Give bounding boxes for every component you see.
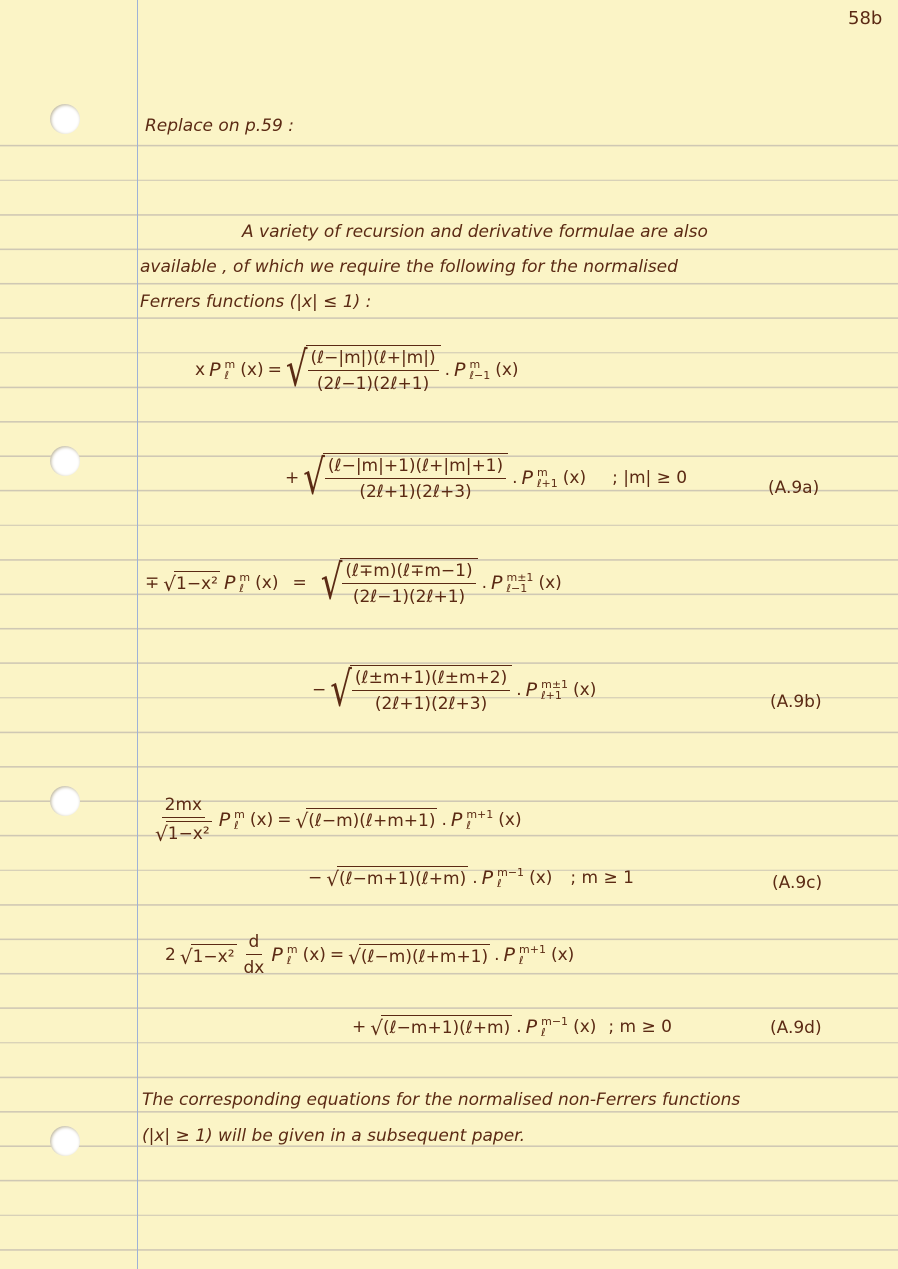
sqrt: [303, 450, 508, 507]
sub: ℓ+1: [541, 688, 562, 702]
sub: ℓ: [234, 818, 239, 832]
sqrt: [326, 866, 468, 889]
sign: −: [308, 867, 323, 888]
margin-line: [137, 0, 138, 1269]
numerator: 2mx: [162, 795, 205, 818]
equals: =: [292, 572, 307, 593]
derivative-operator: [241, 932, 268, 978]
sqrt: [348, 944, 490, 967]
sqrt: [285, 342, 441, 399]
equation-a9c-line1: [152, 795, 522, 844]
arg: (x): [573, 1016, 597, 1037]
equation-label: (A.9d): [770, 1018, 822, 1038]
radical-icon: √: [163, 572, 176, 596]
function-p: P: [454, 358, 466, 381]
sub: ℓ+1: [537, 476, 558, 490]
sub: ℓ: [497, 876, 502, 890]
equation-a9a-line2: [285, 450, 688, 507]
function-p: P: [525, 678, 538, 701]
equation-a9b-line2: [312, 662, 597, 719]
function-p: P: [450, 808, 463, 831]
denominator: (2ℓ+1)(2ℓ+3): [359, 482, 472, 502]
sqrt: [163, 571, 220, 594]
punch-hole: [50, 446, 80, 476]
equation-label: (A.9a): [768, 478, 820, 498]
radicand: 1−x²: [166, 821, 212, 844]
dot: .: [481, 572, 488, 593]
denominator: (2ℓ−1)(2ℓ+1): [352, 587, 466, 607]
sqrt: [180, 944, 237, 967]
arg: (x): [495, 359, 519, 380]
sqrt: [295, 808, 437, 831]
sub: ℓ: [286, 954, 292, 967]
arg: (x): [538, 572, 562, 593]
punch-hole: [50, 1126, 80, 1156]
numerator: (ℓ−|m|+1)(ℓ+|m|+1): [325, 456, 506, 479]
denominator: (2ℓ+1)(2ℓ+3): [374, 694, 488, 714]
lhs-fraction: [152, 795, 215, 844]
intro-line: A variety of recursion and derivative formulae are also: [242, 222, 708, 242]
sqrt: [320, 555, 478, 612]
radicand: (ℓ−m)(ℓ+m+1): [359, 944, 490, 967]
dot: .: [444, 359, 450, 380]
dot: .: [516, 679, 522, 700]
equation-label: (A.9c): [772, 873, 823, 893]
arg: (x): [550, 945, 575, 965]
sup: m−1: [497, 865, 525, 879]
arg: (x): [529, 867, 553, 888]
radical-icon: √: [370, 1016, 383, 1040]
sup: m: [537, 465, 548, 479]
numerator: (ℓ±m+1)(ℓ±m+2): [352, 668, 510, 691]
sub: ℓ−1: [469, 368, 491, 382]
radical-icon: √: [155, 822, 168, 846]
radicand: (ℓ−m+1)(ℓ+m): [381, 1015, 512, 1038]
function-p: P: [525, 1015, 538, 1038]
function-p: P: [481, 866, 494, 889]
equals: =: [277, 809, 292, 830]
heading: Replace on p.59 :: [145, 116, 294, 136]
radical-icon: √: [295, 809, 309, 833]
function-p: P: [223, 571, 236, 594]
condition: ; |m| ≥ 0: [612, 467, 688, 488]
sub: ℓ: [239, 581, 244, 595]
radicand: (ℓ−m+1)(ℓ+m): [337, 866, 468, 889]
denominator: dx: [243, 958, 265, 978]
denominator: (2ℓ−1)(2ℓ+1): [316, 374, 430, 394]
condition: ; m ≥ 0: [608, 1016, 672, 1037]
page-top: [0, 0, 898, 100]
dot: .: [512, 467, 518, 488]
punch-hole: [50, 104, 80, 134]
closing-line: The corresponding equations for the normalised non-Ferrers functions: [142, 1090, 741, 1110]
sign: +: [352, 1016, 367, 1037]
equation-a9b-line1: [145, 555, 562, 612]
arg: (x): [573, 679, 597, 700]
sup: m±1: [541, 677, 569, 691]
numerator: (ℓ−|m|)(ℓ+|m|): [308, 348, 439, 371]
sup: m±1: [506, 570, 534, 584]
sign: ∓: [145, 572, 160, 593]
function-p: P: [209, 358, 221, 381]
sup: m+1: [519, 943, 546, 956]
arg: (x): [302, 945, 326, 965]
sqrt: [330, 662, 512, 719]
sub: ℓ: [541, 1025, 546, 1039]
numerator: d: [246, 932, 263, 955]
condition: ; m ≥ 1: [570, 867, 634, 888]
equals: =: [267, 359, 282, 380]
radical-icon: √: [303, 450, 325, 507]
dot: .: [441, 809, 447, 830]
numerator: (ℓ∓m)(ℓ∓m−1): [342, 561, 475, 584]
equation-a9c-line2: [308, 866, 634, 889]
radicand: (ℓ−m)(ℓ+m+1): [306, 808, 437, 831]
arg: (x): [562, 467, 587, 488]
closing-line: (|x| ≥ 1) will be given in a subsequent paper.: [142, 1126, 526, 1146]
radical-icon: √: [320, 555, 343, 612]
equation-a9a-line1: [195, 342, 519, 399]
equation-label: (A.9b): [770, 692, 822, 712]
sup: m: [234, 807, 245, 821]
sub: ℓ−1: [506, 581, 528, 595]
function-p: P: [521, 466, 534, 489]
sign: +: [285, 467, 300, 488]
radical-icon: √: [330, 662, 352, 719]
punch-hole: [50, 786, 80, 816]
lhs-x: x: [195, 359, 206, 380]
sup: m: [239, 570, 251, 584]
radical-icon: √: [285, 342, 308, 399]
sqrt: [370, 1015, 512, 1038]
equation-a9d-line1: [165, 932, 574, 978]
arg: (x): [255, 572, 279, 593]
radical-icon: √: [326, 867, 339, 891]
function-p: P: [491, 571, 503, 594]
sup: m: [224, 357, 236, 371]
function-p: P: [503, 944, 516, 966]
sup: m: [469, 357, 481, 371]
function-p: P: [218, 808, 231, 831]
sub: ℓ: [224, 368, 230, 382]
equation-a9d-line2: [352, 1015, 672, 1038]
sup: m+1: [466, 807, 494, 821]
equals: =: [329, 945, 345, 965]
intro-line: available , of which we require the following for the normalised: [140, 257, 678, 277]
sup: m−1: [541, 1014, 569, 1028]
dot: .: [516, 1016, 522, 1037]
radical-icon: √: [348, 944, 361, 969]
sup: m: [286, 943, 298, 956]
arg: (x): [249, 809, 274, 830]
radical-icon: √: [179, 944, 193, 969]
intro-line: Ferrers functions (|x| ≤ 1) :: [140, 292, 372, 312]
sub: ℓ: [466, 818, 471, 832]
sub: ℓ: [519, 954, 524, 967]
arg: (x): [498, 809, 522, 830]
function-p: P: [271, 944, 283, 966]
radicand: 1−x²: [174, 571, 220, 594]
sign: −: [312, 679, 327, 700]
page-number: 58b: [848, 8, 883, 29]
coefficient: 2: [165, 945, 176, 965]
arg: (x): [240, 359, 264, 380]
dot: .: [472, 867, 478, 888]
radicand: 1−x²: [191, 944, 237, 967]
dot: .: [494, 945, 500, 965]
